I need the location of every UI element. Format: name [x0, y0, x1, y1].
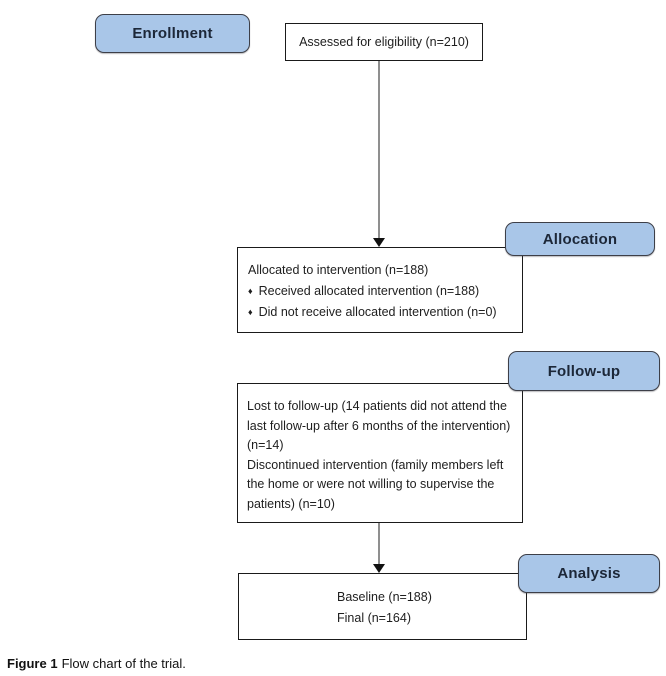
analysis-line: Final (n=164) — [337, 611, 411, 625]
stage-label-analysis: Analysis — [518, 554, 660, 593]
allocation-title: Allocated to intervention (n=188) — [248, 263, 429, 277]
follow-up-line: (n=14) — [247, 438, 284, 452]
analysis-box — [238, 573, 527, 640]
arrow-line — [378, 523, 380, 564]
figure-caption-label: Figure 1 — [7, 656, 58, 671]
allocation-box — [237, 247, 523, 333]
follow-up-line: Discontinued intervention (family members left — [247, 457, 504, 472]
arrow-head-icon — [373, 564, 385, 573]
allocation-bullet-text: Received allocated intervention (n=188) — [258, 284, 480, 298]
allocation-bullet-text: Did not receive allocated intervention (n=0) — [258, 305, 497, 319]
diamond-bullet-icon: ♦ — [248, 286, 253, 296]
arrow-line — [378, 61, 380, 238]
follow-up-line: the home or were not willing to supervise the — [247, 477, 495, 491]
figure-caption — [7, 656, 186, 671]
figure-caption-text: Flow chart of the trial. — [61, 656, 186, 671]
allocation-bullet-item — [248, 281, 514, 302]
stage-label-follow-up: Follow-up — [508, 351, 660, 391]
diamond-bullet-icon: ♦ — [248, 307, 253, 317]
follow-up-line: Lost to follow-up (14 patients did not attend the — [247, 399, 507, 413]
arrow-head-icon — [373, 238, 385, 247]
follow-up-box — [237, 383, 523, 523]
stage-label-enrollment: Enrollment — [95, 14, 250, 53]
follow-up-line: last follow-up after 6 months of the intervention) — [247, 418, 511, 433]
arrow-follow-up-to-analysis — [373, 523, 385, 573]
assessed-eligibility-box — [285, 23, 483, 61]
allocation-bullet-item — [248, 302, 514, 323]
arrow-eligibility-to-allocation — [373, 61, 385, 247]
analysis-line: Baseline (n=188) — [337, 590, 432, 604]
stage-label-allocation: Allocation — [505, 222, 655, 256]
assessed-eligibility-text: Assessed for eligibility (n=210) — [299, 35, 469, 49]
follow-up-line: patients) (n=10) — [247, 496, 335, 511]
